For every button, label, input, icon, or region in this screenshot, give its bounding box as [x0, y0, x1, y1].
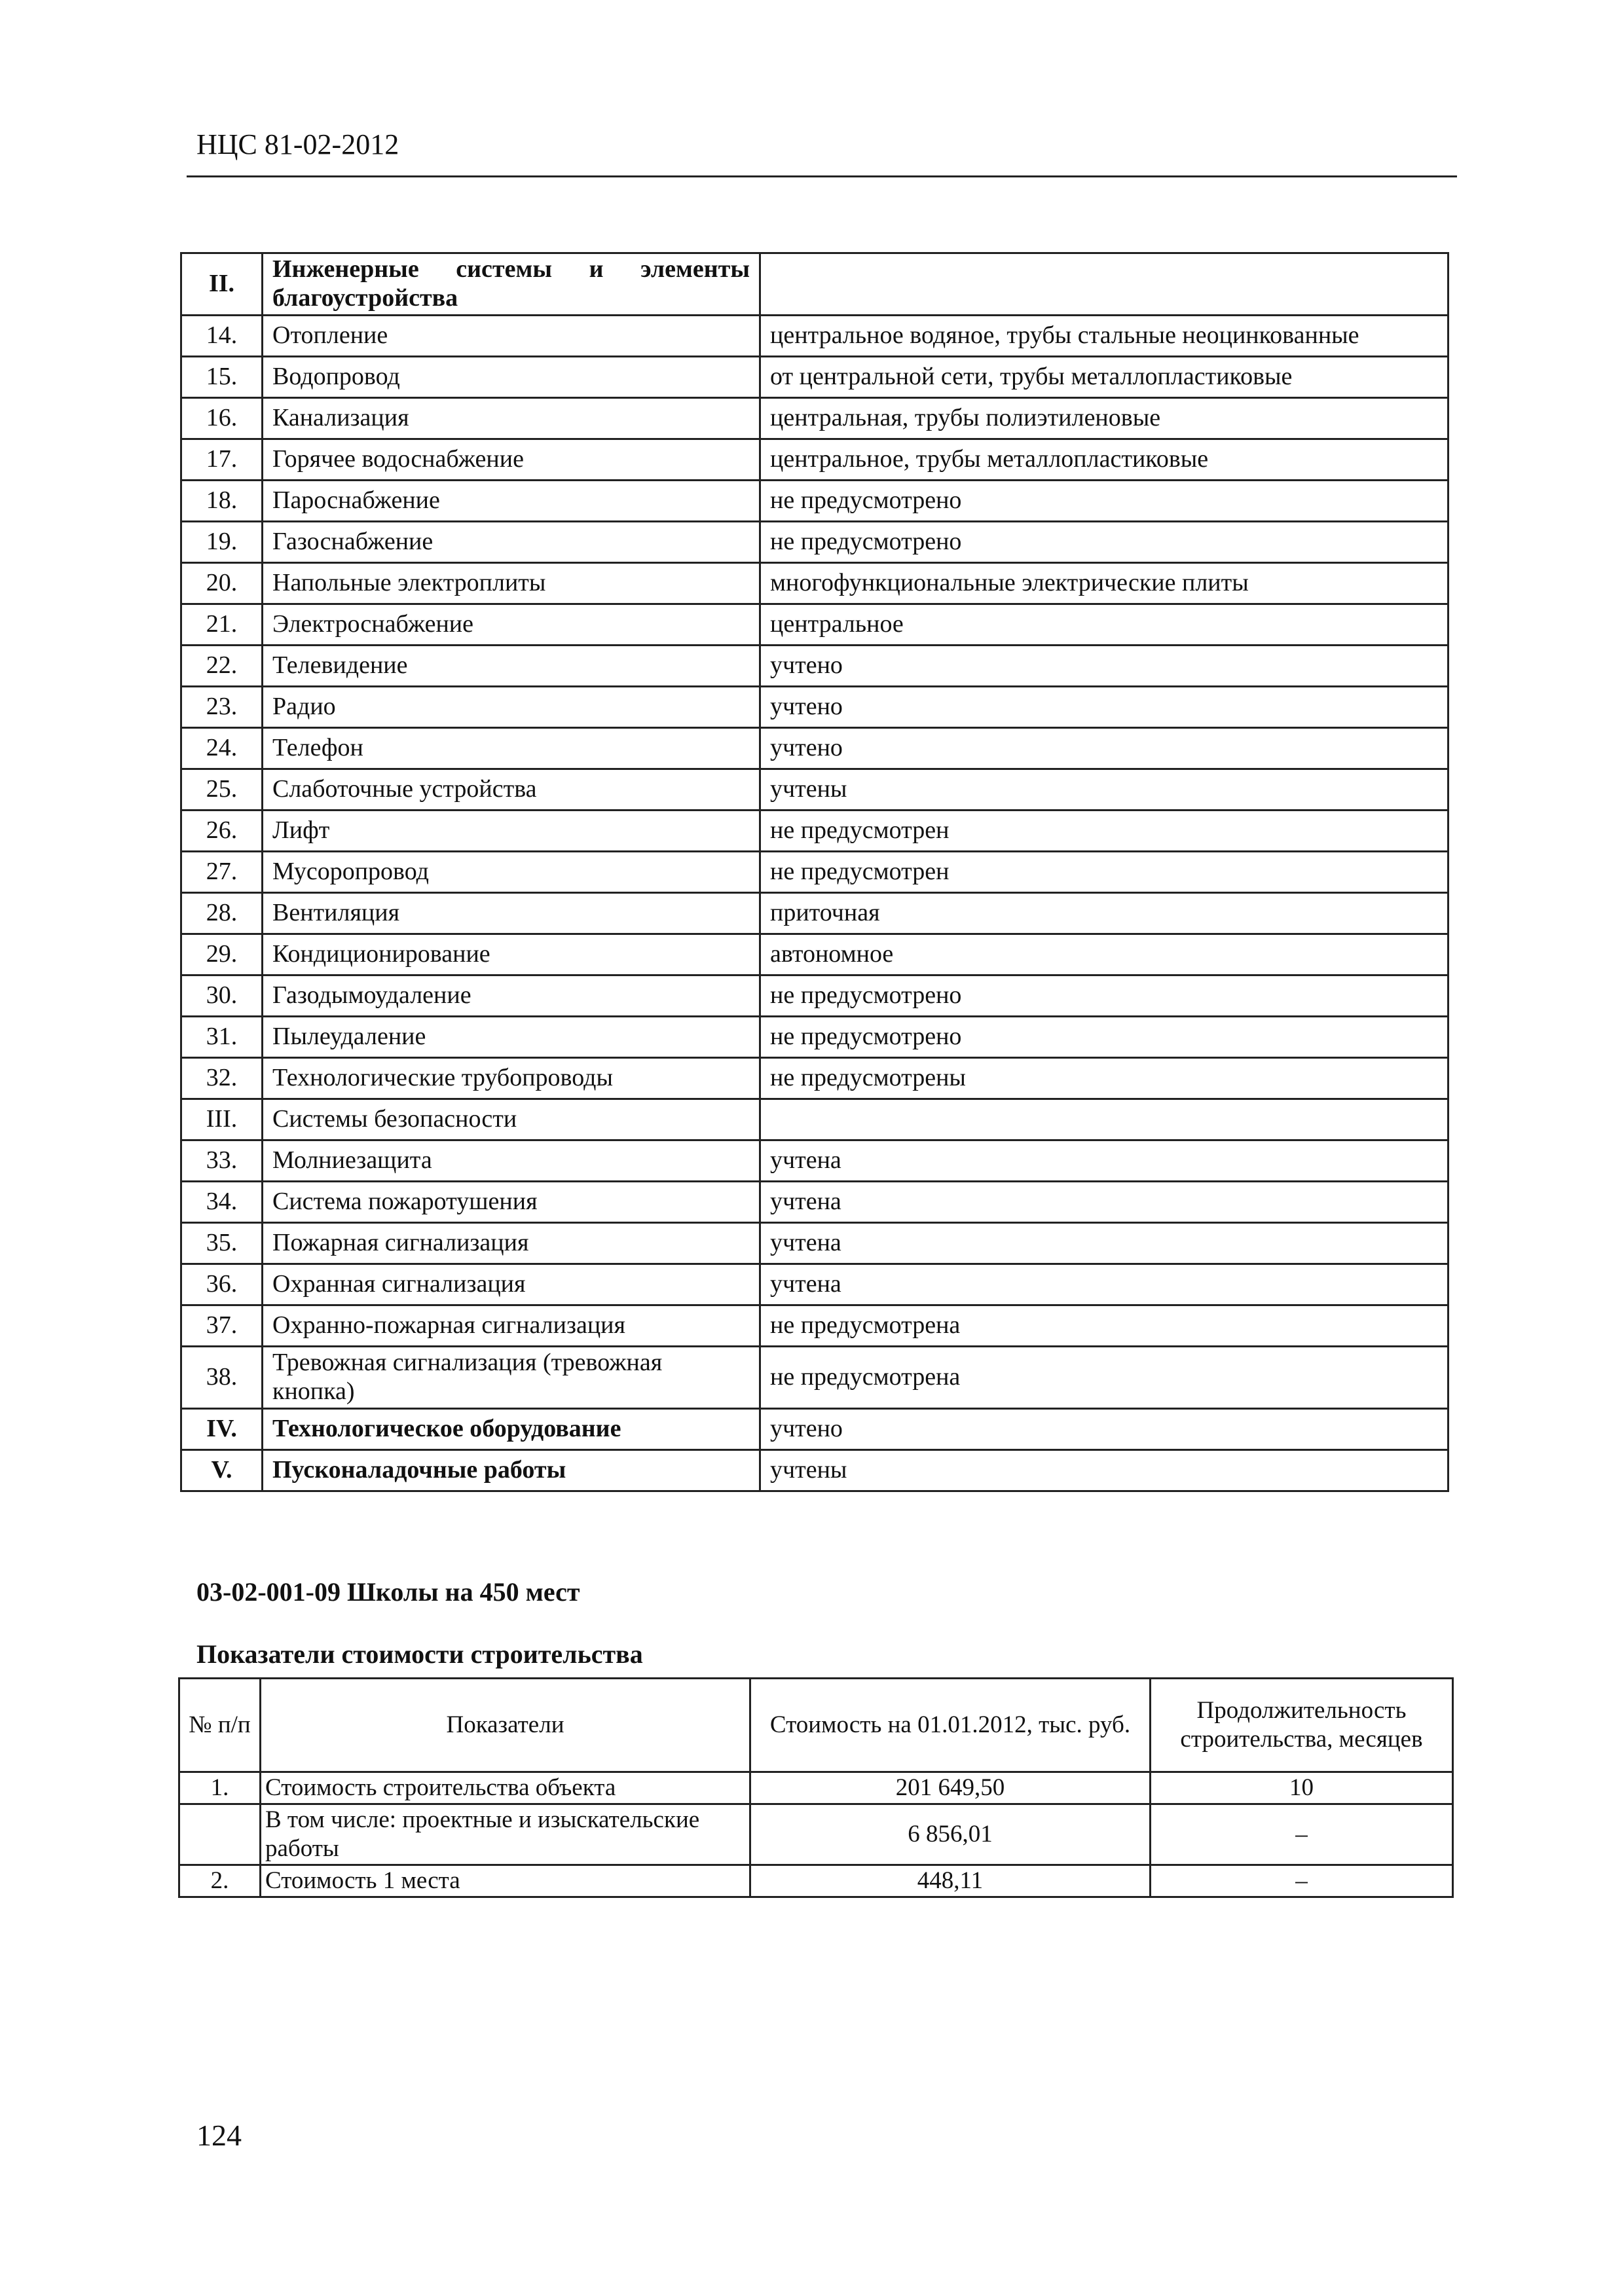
- school-object-heading: 03-02-001-09 Школы на 450 мест: [196, 1577, 580, 1607]
- system-name: Горячее водоснабжение: [263, 439, 760, 481]
- section-number: III.: [181, 1099, 263, 1140]
- system-value: учтены: [760, 769, 1449, 811]
- section-value: учтено: [760, 1409, 1449, 1450]
- system-name: Телефон: [263, 728, 760, 769]
- row-number: 17.: [181, 439, 263, 481]
- section-row-iii: [181, 1099, 1449, 1140]
- system-value: приточная: [760, 893, 1449, 934]
- system-name: Слаботочные устройства: [263, 769, 760, 811]
- section-number: V.: [181, 1450, 263, 1491]
- system-value: не предусмотрен: [760, 852, 1449, 893]
- row-number: 19.: [181, 522, 263, 563]
- row-number: 29.: [181, 934, 263, 975]
- system-row: [181, 481, 1449, 522]
- row-number: 31.: [181, 1017, 263, 1058]
- system-row: [181, 1264, 1449, 1305]
- system-name: Телевидение: [263, 646, 760, 687]
- cost-table-row: [179, 1772, 1453, 1804]
- system-row: [181, 934, 1449, 975]
- system-value: учтено: [760, 728, 1449, 769]
- system-value: не предусмотрено: [760, 481, 1449, 522]
- system-name: Молниезащита: [263, 1140, 760, 1182]
- section-row-v: [181, 1450, 1449, 1491]
- system-row: [181, 439, 1449, 481]
- row-duration: –: [1151, 1804, 1453, 1865]
- system-value: не предусмотрены: [760, 1058, 1449, 1099]
- row-indicator: Стоимость строительства объекта: [261, 1772, 750, 1804]
- row-number: 28.: [181, 893, 263, 934]
- row-number: 30.: [181, 975, 263, 1017]
- header-indicator: Показатели: [261, 1679, 750, 1772]
- row-duration: 10: [1151, 1772, 1453, 1804]
- system-name: Водопровод: [263, 357, 760, 398]
- system-name: Газоснабжение: [263, 522, 760, 563]
- section-value: [760, 1099, 1449, 1140]
- row-number: 37.: [181, 1305, 263, 1347]
- system-row: [181, 811, 1449, 852]
- row-number: 21.: [181, 604, 263, 646]
- system-name: Охранная сигнализация: [263, 1264, 760, 1305]
- row-indicator: Стоимость 1 места: [261, 1865, 750, 1897]
- system-row: [181, 316, 1449, 357]
- section-row-ii: [181, 253, 1449, 316]
- cost-table-row: [179, 1865, 1453, 1897]
- section-number: II.: [181, 253, 263, 316]
- system-row: [181, 357, 1449, 398]
- system-name: Технологические трубопроводы: [263, 1058, 760, 1099]
- row-number: 32.: [181, 1058, 263, 1099]
- systems-rows-a: [181, 316, 1449, 1099]
- header-cost: Стоимость на 01.01.2012, тыс. руб.: [750, 1679, 1151, 1772]
- system-row: [181, 1058, 1449, 1099]
- section-title: Технологическое оборудование: [263, 1409, 760, 1450]
- system-name: Охранно-пожарная сигнализация: [263, 1305, 760, 1347]
- system-value: многофункциональные электрические плиты: [760, 563, 1449, 604]
- system-value: учтена: [760, 1182, 1449, 1223]
- system-value: автономное: [760, 934, 1449, 975]
- system-name: Мусоропровод: [263, 852, 760, 893]
- header-duration: Продолжительность строительства, месяцев: [1151, 1679, 1453, 1772]
- system-value: учтено: [760, 646, 1449, 687]
- page-number: 124: [196, 2119, 242, 2152]
- row-number: 24.: [181, 728, 263, 769]
- system-value: учтено: [760, 687, 1449, 728]
- section-title: Системы безопасности: [263, 1099, 760, 1140]
- row-number: 16.: [181, 398, 263, 439]
- header-rule: [187, 175, 1457, 177]
- system-value: не предусмотрена: [760, 1305, 1449, 1347]
- system-row: [181, 604, 1449, 646]
- system-value: не предусмотрено: [760, 975, 1449, 1017]
- system-name: Канализация: [263, 398, 760, 439]
- row-number: 33.: [181, 1140, 263, 1182]
- row-number: 1.: [179, 1772, 261, 1804]
- section-title: Инженерные системы и элементы благоустройства: [263, 253, 760, 316]
- cost-table-row: [179, 1804, 1453, 1865]
- system-row: [181, 852, 1449, 893]
- row-number: 2.: [179, 1865, 261, 1897]
- system-name: Тревожная сигнализация (тревожная кнопка): [263, 1347, 760, 1409]
- cost-table-header-row: [179, 1679, 1453, 1772]
- system-row: [181, 1182, 1449, 1223]
- system-value: не предусмотрено: [760, 1017, 1449, 1058]
- system-value: центральное водяное, трубы стальные неоцинкованные: [760, 316, 1449, 357]
- systems-rows-b: [181, 1140, 1449, 1409]
- row-number: 26.: [181, 811, 263, 852]
- engineering-systems-table: [180, 252, 1449, 1492]
- system-row: [181, 1305, 1449, 1347]
- system-row: [181, 975, 1449, 1017]
- row-number: 15.: [181, 357, 263, 398]
- system-name: Газодымоудаление: [263, 975, 760, 1017]
- section-number: IV.: [181, 1409, 263, 1450]
- row-indicator: В том числе: проектные и изыскательские работы: [261, 1804, 750, 1865]
- section-title: Пусконаладочные работы: [263, 1450, 760, 1491]
- system-value: центральная, трубы полиэтиленовые: [760, 398, 1449, 439]
- row-number: 27.: [181, 852, 263, 893]
- system-row: [181, 522, 1449, 563]
- system-row: [181, 728, 1449, 769]
- section-value: учтены: [760, 1450, 1449, 1491]
- section-row-iv: [181, 1409, 1449, 1450]
- system-name: Радио: [263, 687, 760, 728]
- row-number: 23.: [181, 687, 263, 728]
- system-value: учтена: [760, 1264, 1449, 1305]
- system-row: [181, 893, 1449, 934]
- row-number: 38.: [181, 1347, 263, 1409]
- row-cost: 6 856,01: [750, 1804, 1151, 1865]
- system-row: [181, 1017, 1449, 1058]
- system-name: Напольные электроплиты: [263, 563, 760, 604]
- row-duration: –: [1151, 1865, 1453, 1897]
- document-code-header: НЦС 81-02-2012: [196, 128, 399, 160]
- row-number: 34.: [181, 1182, 263, 1223]
- system-value: не предусмотрено: [760, 522, 1449, 563]
- system-name: Электроснабжение: [263, 604, 760, 646]
- system-row: [181, 1347, 1449, 1409]
- system-name: Пылеудаление: [263, 1017, 760, 1058]
- system-row: [181, 1140, 1449, 1182]
- system-row: [181, 646, 1449, 687]
- cost-indicators-heading: Показатели стоимости строительства: [196, 1639, 643, 1669]
- cost-indicators-table: [178, 1677, 1454, 1898]
- system-row: [181, 398, 1449, 439]
- system-name: Пожарная сигнализация: [263, 1223, 760, 1264]
- system-name: Кондиционирование: [263, 934, 760, 975]
- system-value: не предусмотрен: [760, 811, 1449, 852]
- row-number: 25.: [181, 769, 263, 811]
- section-value: [760, 253, 1449, 316]
- row-number: 18.: [181, 481, 263, 522]
- system-value: не предусмотрена: [760, 1347, 1449, 1409]
- system-row: [181, 1223, 1449, 1264]
- row-cost: 201 649,50: [750, 1772, 1151, 1804]
- system-row: [181, 563, 1449, 604]
- system-value: учтена: [760, 1140, 1449, 1182]
- system-row: [181, 687, 1449, 728]
- system-name: Система пожаротушения: [263, 1182, 760, 1223]
- system-name: Пароснабжение: [263, 481, 760, 522]
- system-value: учтена: [760, 1223, 1449, 1264]
- system-name: Отопление: [263, 316, 760, 357]
- system-name: Вентиляция: [263, 893, 760, 934]
- row-number: 36.: [181, 1264, 263, 1305]
- system-value: центральное: [760, 604, 1449, 646]
- header-number: № п/п: [179, 1679, 261, 1772]
- system-row: [181, 769, 1449, 811]
- system-value: от центральной сети, трубы металлопластиковые: [760, 357, 1449, 398]
- system-value: центральное, трубы металлопластиковые: [760, 439, 1449, 481]
- row-number: 35.: [181, 1223, 263, 1264]
- row-number: 14.: [181, 316, 263, 357]
- system-name: Лифт: [263, 811, 760, 852]
- row-number: 22.: [181, 646, 263, 687]
- row-number: 20.: [181, 563, 263, 604]
- row-cost: 448,11: [750, 1865, 1151, 1897]
- row-number: [179, 1804, 261, 1865]
